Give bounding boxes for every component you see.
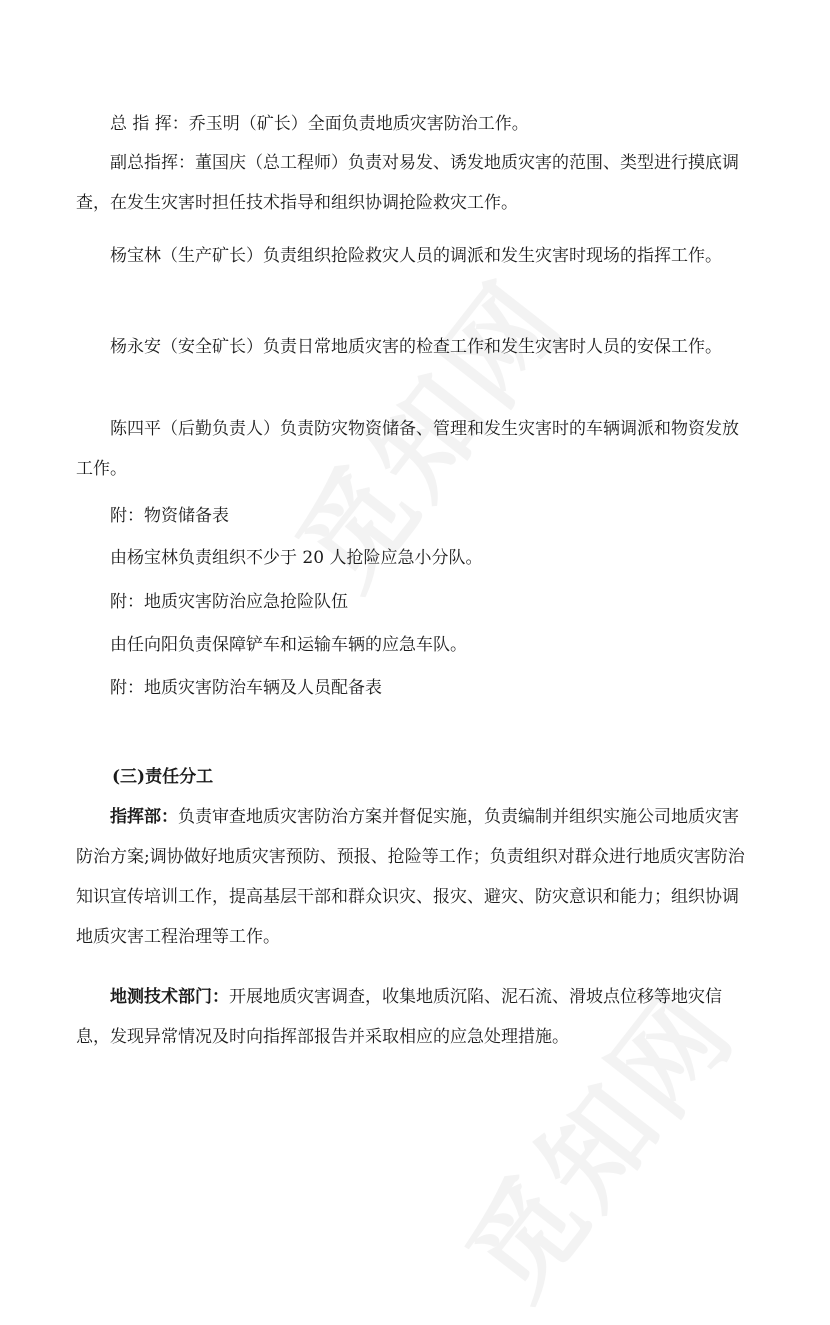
- command-label: 指挥部：: [110, 807, 178, 827]
- paragraph-production-manager: 杨宝林（生产矿长）负责组织抢险救灾人员的调派和发生灾害时现场的指挥工作。: [110, 246, 722, 266]
- paragraph-deputy-commander: 副总指挥：董国庆（总工程师）负责对易发、诱发地质灾害的范围、类型进行摸底调查，在发生灾害时担任技术指导和组织协调抢险救灾工作。: [76, 153, 739, 213]
- command-text: 负责审查地质灾害防治方案并督促实施，负责编制并组织实施公司地质灾害防治方案;调协做好地质灾害预防、预报、抢险等工作；负责组织对群众进行地质灾害防治知识宣传培训工作，提高基层干部和群众识灾、报灾、避灾、防灾意识和能力；组织协调地质灾害工程治理等工作。: [76, 807, 745, 947]
- paragraph-commander: 总 指 挥：乔玉明（矿长）全面负责地质灾害防治工作。: [110, 114, 529, 134]
- paragraph-appendix-materials: 附：物资储备表: [110, 506, 229, 526]
- paragraph-appendix-team: 附：地质灾害防治应急抢险队伍: [110, 592, 348, 612]
- paragraph-vehicle-team: 由任向阳负责保障铲车和运输车辆的应急车队。: [110, 635, 467, 655]
- survey-text: 开展地质灾害调查，收集地质沉陷、泥石流、滑坡点位移等地灾信息，发现异常情况及时向指挥部报告并采取相应的应急处理措施。: [76, 987, 722, 1047]
- section-heading: (三)责任分工: [112, 767, 214, 787]
- paragraph-rescue-team: 由杨宝林负责组织不少于 20 人抢险应急小分队。: [110, 548, 483, 568]
- paragraph-survey-department: [76, 977, 752, 1057]
- paragraph-command-department: [76, 797, 752, 957]
- paragraph-safety-manager: 杨永安（安全矿长）负责日常地质灾害的检查工作和发生灾害时人员的安保工作。: [110, 337, 722, 357]
- survey-label: 地测技术部门：: [110, 987, 229, 1007]
- paragraph-logistics: 陈四平（后勤负责人）负责防灾物资储备、管理和发生灾害时的车辆调派和物资发放工作。: [76, 419, 739, 479]
- paragraph-appendix-vehicles: 附：地质灾害防治车辆及人员配备表: [110, 678, 382, 698]
